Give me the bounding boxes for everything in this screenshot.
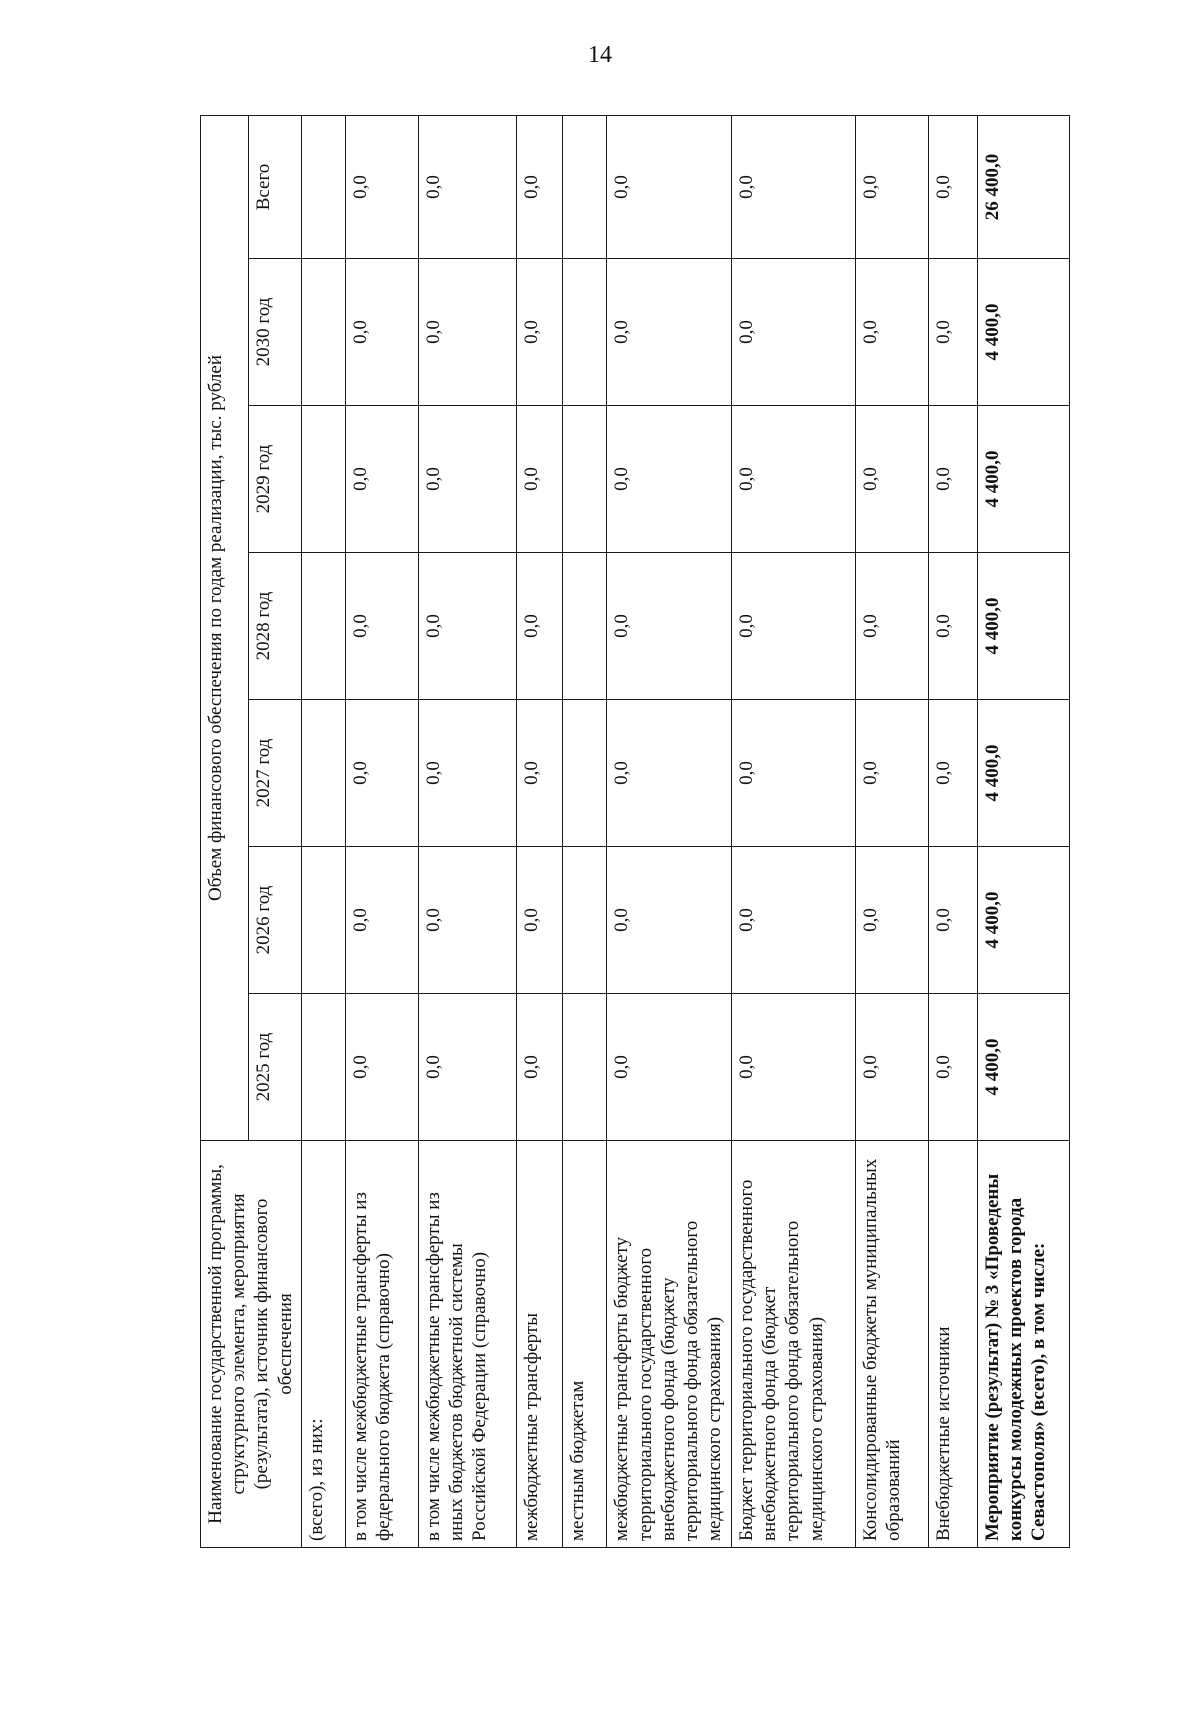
- row-value: 0,0: [928, 700, 977, 847]
- table-row: [928, 115, 977, 1547]
- row-value: 0,0: [928, 406, 977, 553]
- row-value: 0,0: [607, 259, 732, 406]
- table-row: [855, 115, 928, 1547]
- row-value: 4 400,0: [977, 259, 1069, 406]
- row-value: 4 400,0: [977, 847, 1069, 994]
- row-value: 0,0: [732, 700, 856, 847]
- row-value: [302, 994, 346, 1141]
- row-value: 0,0: [607, 553, 732, 700]
- row-value: [562, 553, 607, 700]
- header-year: 2026 год: [249, 847, 302, 994]
- row-value: [302, 406, 346, 553]
- row-value: 0,0: [517, 700, 563, 847]
- table-row: [732, 115, 856, 1547]
- row-value: 0,0: [928, 259, 977, 406]
- row-name: Внебюджетные источники: [928, 1141, 977, 1548]
- row-value: [562, 994, 607, 1141]
- row-value: [302, 259, 346, 406]
- row-value: 0,0: [928, 994, 977, 1141]
- header-year: 2028 год: [249, 553, 302, 700]
- row-value: 0,0: [345, 115, 418, 258]
- rotated-table-frame: [200, 116, 1070, 1548]
- row-value: [562, 847, 607, 994]
- row-value: 0,0: [855, 259, 928, 406]
- row-value: 0,0: [732, 406, 856, 553]
- row-value: 0,0: [418, 553, 516, 700]
- row-value: 0,0: [928, 847, 977, 994]
- row-value: [562, 406, 607, 553]
- row-value: 0,0: [855, 700, 928, 847]
- row-value: 0,0: [345, 994, 418, 1141]
- row-value: 4 400,0: [977, 994, 1069, 1141]
- table-row: [607, 115, 732, 1547]
- row-value: 0,0: [418, 406, 516, 553]
- row-value: 26 400,0: [977, 115, 1069, 258]
- row-value: 0,0: [418, 259, 516, 406]
- row-value: 0,0: [517, 406, 563, 553]
- row-value: 0,0: [517, 115, 563, 258]
- header-volume-group: Объем финансового обеспечения по годам реализации, тыс. рублей: [201, 115, 249, 1140]
- table-row: [302, 115, 346, 1547]
- row-value: 0,0: [855, 406, 928, 553]
- row-value: 0,0: [418, 847, 516, 994]
- row-value: 0,0: [607, 994, 732, 1141]
- row-value: 0,0: [855, 847, 928, 994]
- row-value: 4 400,0: [977, 553, 1069, 700]
- row-value: 0,0: [345, 553, 418, 700]
- row-value: 0,0: [732, 994, 856, 1141]
- row-name: межбюджетные трансферты бюджету территориального государственного внебюджетного фонда (бюджету территориального фонда обязательного медицинского страхования): [607, 1141, 732, 1548]
- header-year: 2030 год: [249, 259, 302, 406]
- row-value: 0,0: [732, 553, 856, 700]
- row-value: 0,0: [732, 115, 856, 258]
- row-value: 0,0: [732, 259, 856, 406]
- row-value: 0,0: [345, 847, 418, 994]
- row-value: 0,0: [855, 115, 928, 258]
- row-value: 0,0: [418, 115, 516, 258]
- row-value: [302, 115, 346, 258]
- row-value: 0,0: [418, 700, 516, 847]
- header-total: Всего: [249, 115, 302, 258]
- row-name: в том числе межбюджетные трансферты из иных бюджетов бюджетной системы Российской Федерации (справочно): [418, 1141, 516, 1548]
- row-value: [562, 259, 607, 406]
- row-value: [562, 115, 607, 258]
- row-value: 0,0: [607, 847, 732, 994]
- row-value: 0,0: [855, 553, 928, 700]
- header-year: 2027 год: [249, 700, 302, 847]
- table-row: [517, 115, 563, 1547]
- row-name: в том числе межбюджетные трансферты из федерального бюджета (справочно): [345, 1141, 418, 1548]
- table-row-total: [977, 115, 1069, 1547]
- header-year: 2029 год: [249, 406, 302, 553]
- row-value: [302, 700, 346, 847]
- row-value: 0,0: [345, 259, 418, 406]
- row-value: 0,0: [607, 700, 732, 847]
- row-value: 0,0: [517, 994, 563, 1141]
- table-row: [345, 115, 418, 1547]
- row-name: Бюджет территориального государственного внебюджетного фонда (бюджет территориального фонда обязательного медицинского страхования): [732, 1141, 856, 1548]
- row-name: (всего), из них:: [302, 1141, 346, 1548]
- row-name: Консолидированные бюджеты муниципальных образований: [855, 1141, 928, 1548]
- row-value: 0,0: [928, 553, 977, 700]
- page-number: 14: [588, 42, 612, 68]
- row-value: [302, 847, 346, 994]
- row-value: 0,0: [928, 115, 977, 258]
- row-value: 0,0: [418, 994, 516, 1141]
- row-name: местным бюджетам: [562, 1141, 607, 1548]
- row-value: 0,0: [607, 115, 732, 258]
- row-value: 0,0: [607, 406, 732, 553]
- row-value: [562, 700, 607, 847]
- finance-table: [200, 115, 1070, 1548]
- header-row-group: [201, 115, 249, 1547]
- header-name-column: Наименование государственной программы, структурного элемента, мероприятия (результата), источник финансового обеспечения: [201, 1141, 302, 1548]
- row-value: 0,0: [732, 847, 856, 994]
- row-value: 0,0: [345, 700, 418, 847]
- row-name: межбюджетные трансферты: [517, 1141, 563, 1548]
- table-row: [562, 115, 607, 1547]
- row-name: Мероприятие (результат) № 3 «Проведены конкурсы молодежных проектов города Севастополя» (всего), в том числе:: [977, 1141, 1069, 1548]
- row-value: 0,0: [345, 406, 418, 553]
- row-value: [302, 553, 346, 700]
- row-value: 4 400,0: [977, 700, 1069, 847]
- row-value: 0,0: [517, 259, 563, 406]
- table-row: [418, 115, 516, 1547]
- row-value: 0,0: [517, 553, 563, 700]
- row-value: 4 400,0: [977, 406, 1069, 553]
- row-value: 0,0: [517, 847, 563, 994]
- row-value: 0,0: [855, 994, 928, 1141]
- header-year: 2025 год: [249, 994, 302, 1141]
